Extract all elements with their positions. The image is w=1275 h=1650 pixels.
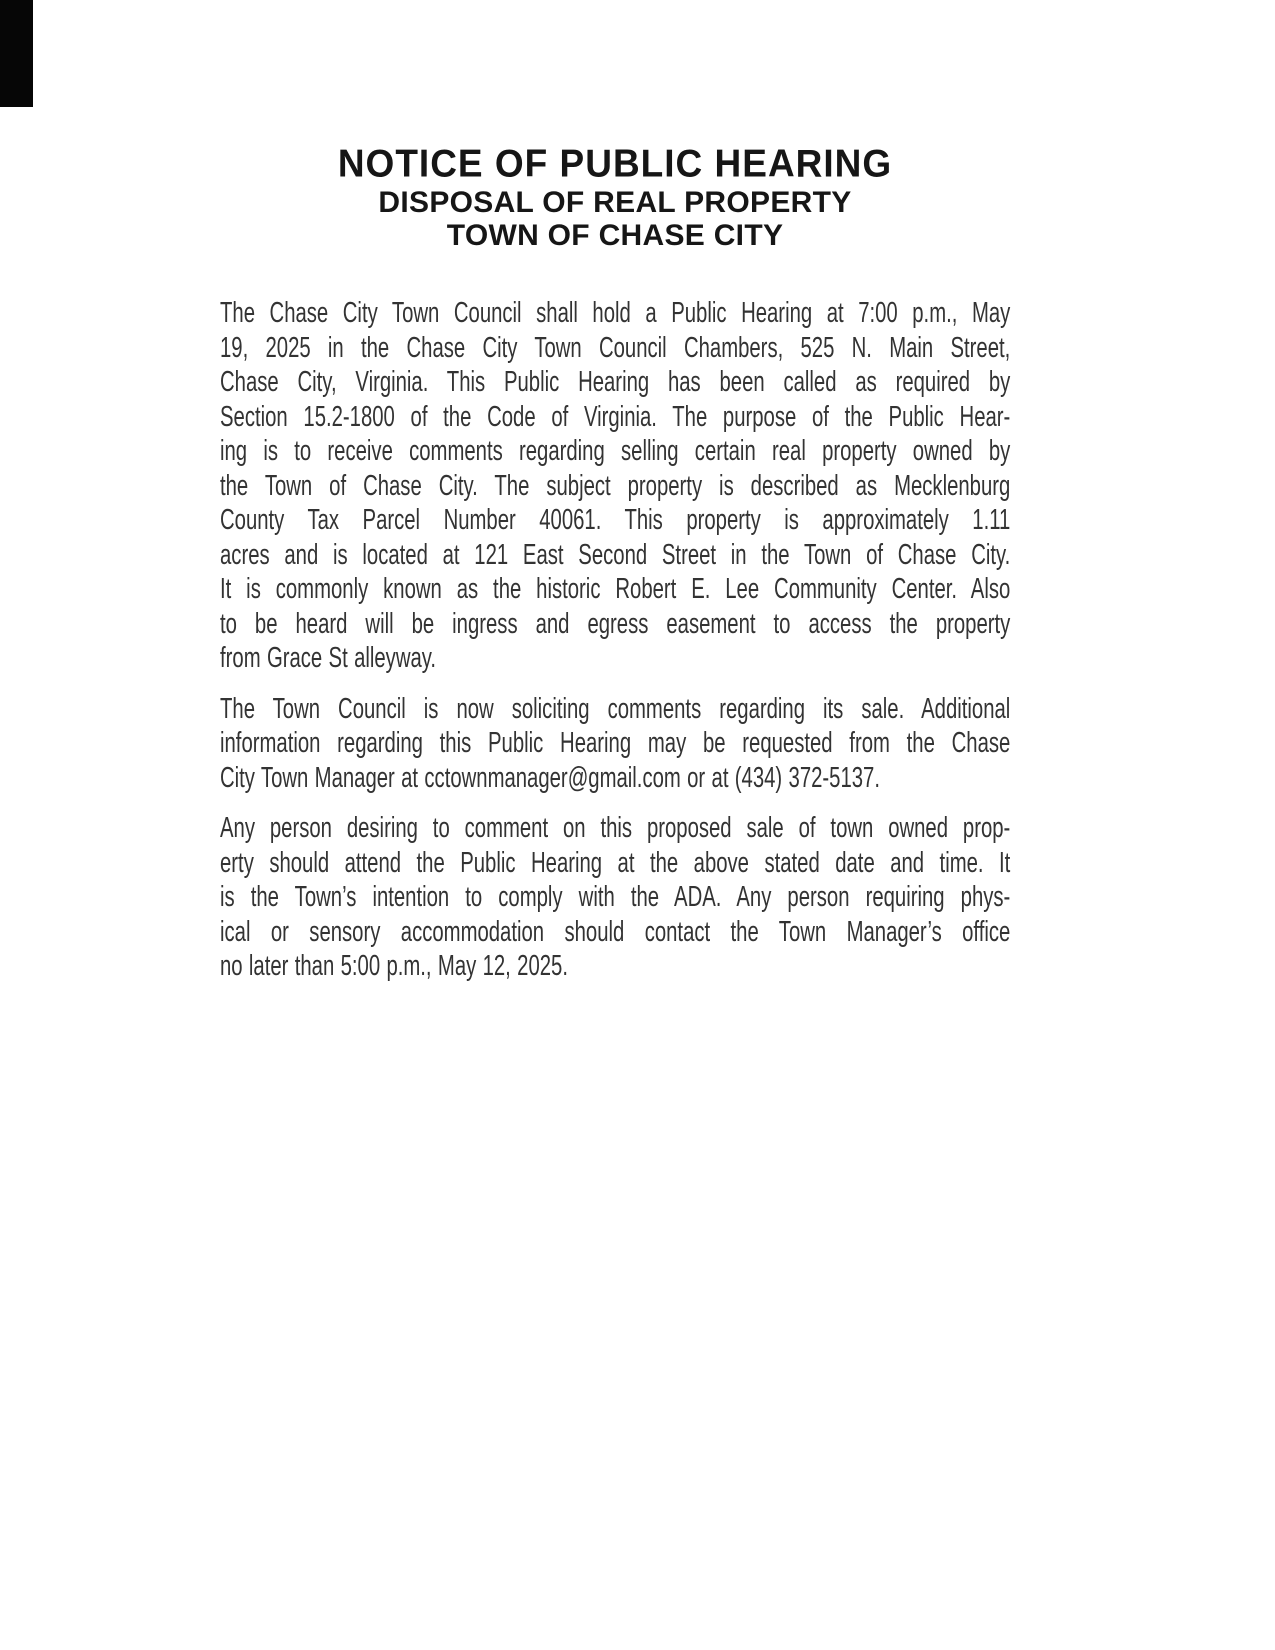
paragraph <box>220 811 1010 984</box>
notice-title: NOTICE OF PUBLIC HEARING <box>337 142 893 185</box>
text-line: The Town Council is now soliciting comments regarding its sale. Additional <box>220 692 1011 725</box>
text-line: to be heard will be ingress and egress easement to access the property <box>220 607 1011 640</box>
notice-body <box>220 296 1010 984</box>
text-line: 19, 2025 in the Chase City Town Council Chambers, 525 N. Main Street, <box>220 331 1011 364</box>
notice-header <box>220 142 1010 252</box>
text-line: no later than 5:00 p.m., May 12, 2025. <box>220 950 568 982</box>
text-line: City Town Manager at cctownmanager@gmail.com or at (434) 372-5137. <box>220 761 880 794</box>
text-line: Chase City, Virginia. This Public Hearing has been called as required by <box>220 366 1011 398</box>
text-line: the Town of Chase City. The subject property is described as Mecklenburg <box>220 469 1011 502</box>
text-line: The Chase City Town Council shall hold a Public Hearing at 7:00 p.m., May <box>220 297 1011 329</box>
text-line: ical or sensory accommodation should contact the Town Manager’s office <box>220 915 1011 948</box>
text-line: ing is to receive comments regarding selling certain real property owned by <box>220 435 1011 467</box>
text-line: It is commonly known as the historic Robert E. Lee Community Center. Also <box>220 573 1011 605</box>
text-line: from Grace St alleyway. <box>220 642 437 674</box>
text-line: acres and is located at 121 East Second Street in the Town of Chase City. <box>220 538 1011 571</box>
text-line: is the Town’s intention to comply with the ADA. Any person requiring phys- <box>220 881 1011 913</box>
public-notice <box>220 142 1010 1000</box>
text-line: information regarding this Public Hearing may be requested from the Chase <box>220 727 1011 759</box>
text-line: County Tax Parcel Number 40061. This property is approximately 1.11 <box>220 504 1011 536</box>
text-line: Any person desiring to comment on this proposed sale of town owned prop- <box>220 812 1011 844</box>
text-line: erty should attend the Public Hearing at the above stated date and time. It <box>220 846 1011 879</box>
scan-artifact-bar <box>0 0 33 107</box>
paragraph <box>220 692 1010 796</box>
notice-subtitle-property: DISPOSAL OF REAL PROPERTY <box>378 186 852 219</box>
paragraph <box>220 296 1010 676</box>
notice-subtitle-town: TOWN OF CHASE CITY <box>446 219 784 252</box>
text-line: Section 15.2-1800 of the Code of Virginia. The purpose of the Public Hear- <box>220 400 1011 433</box>
